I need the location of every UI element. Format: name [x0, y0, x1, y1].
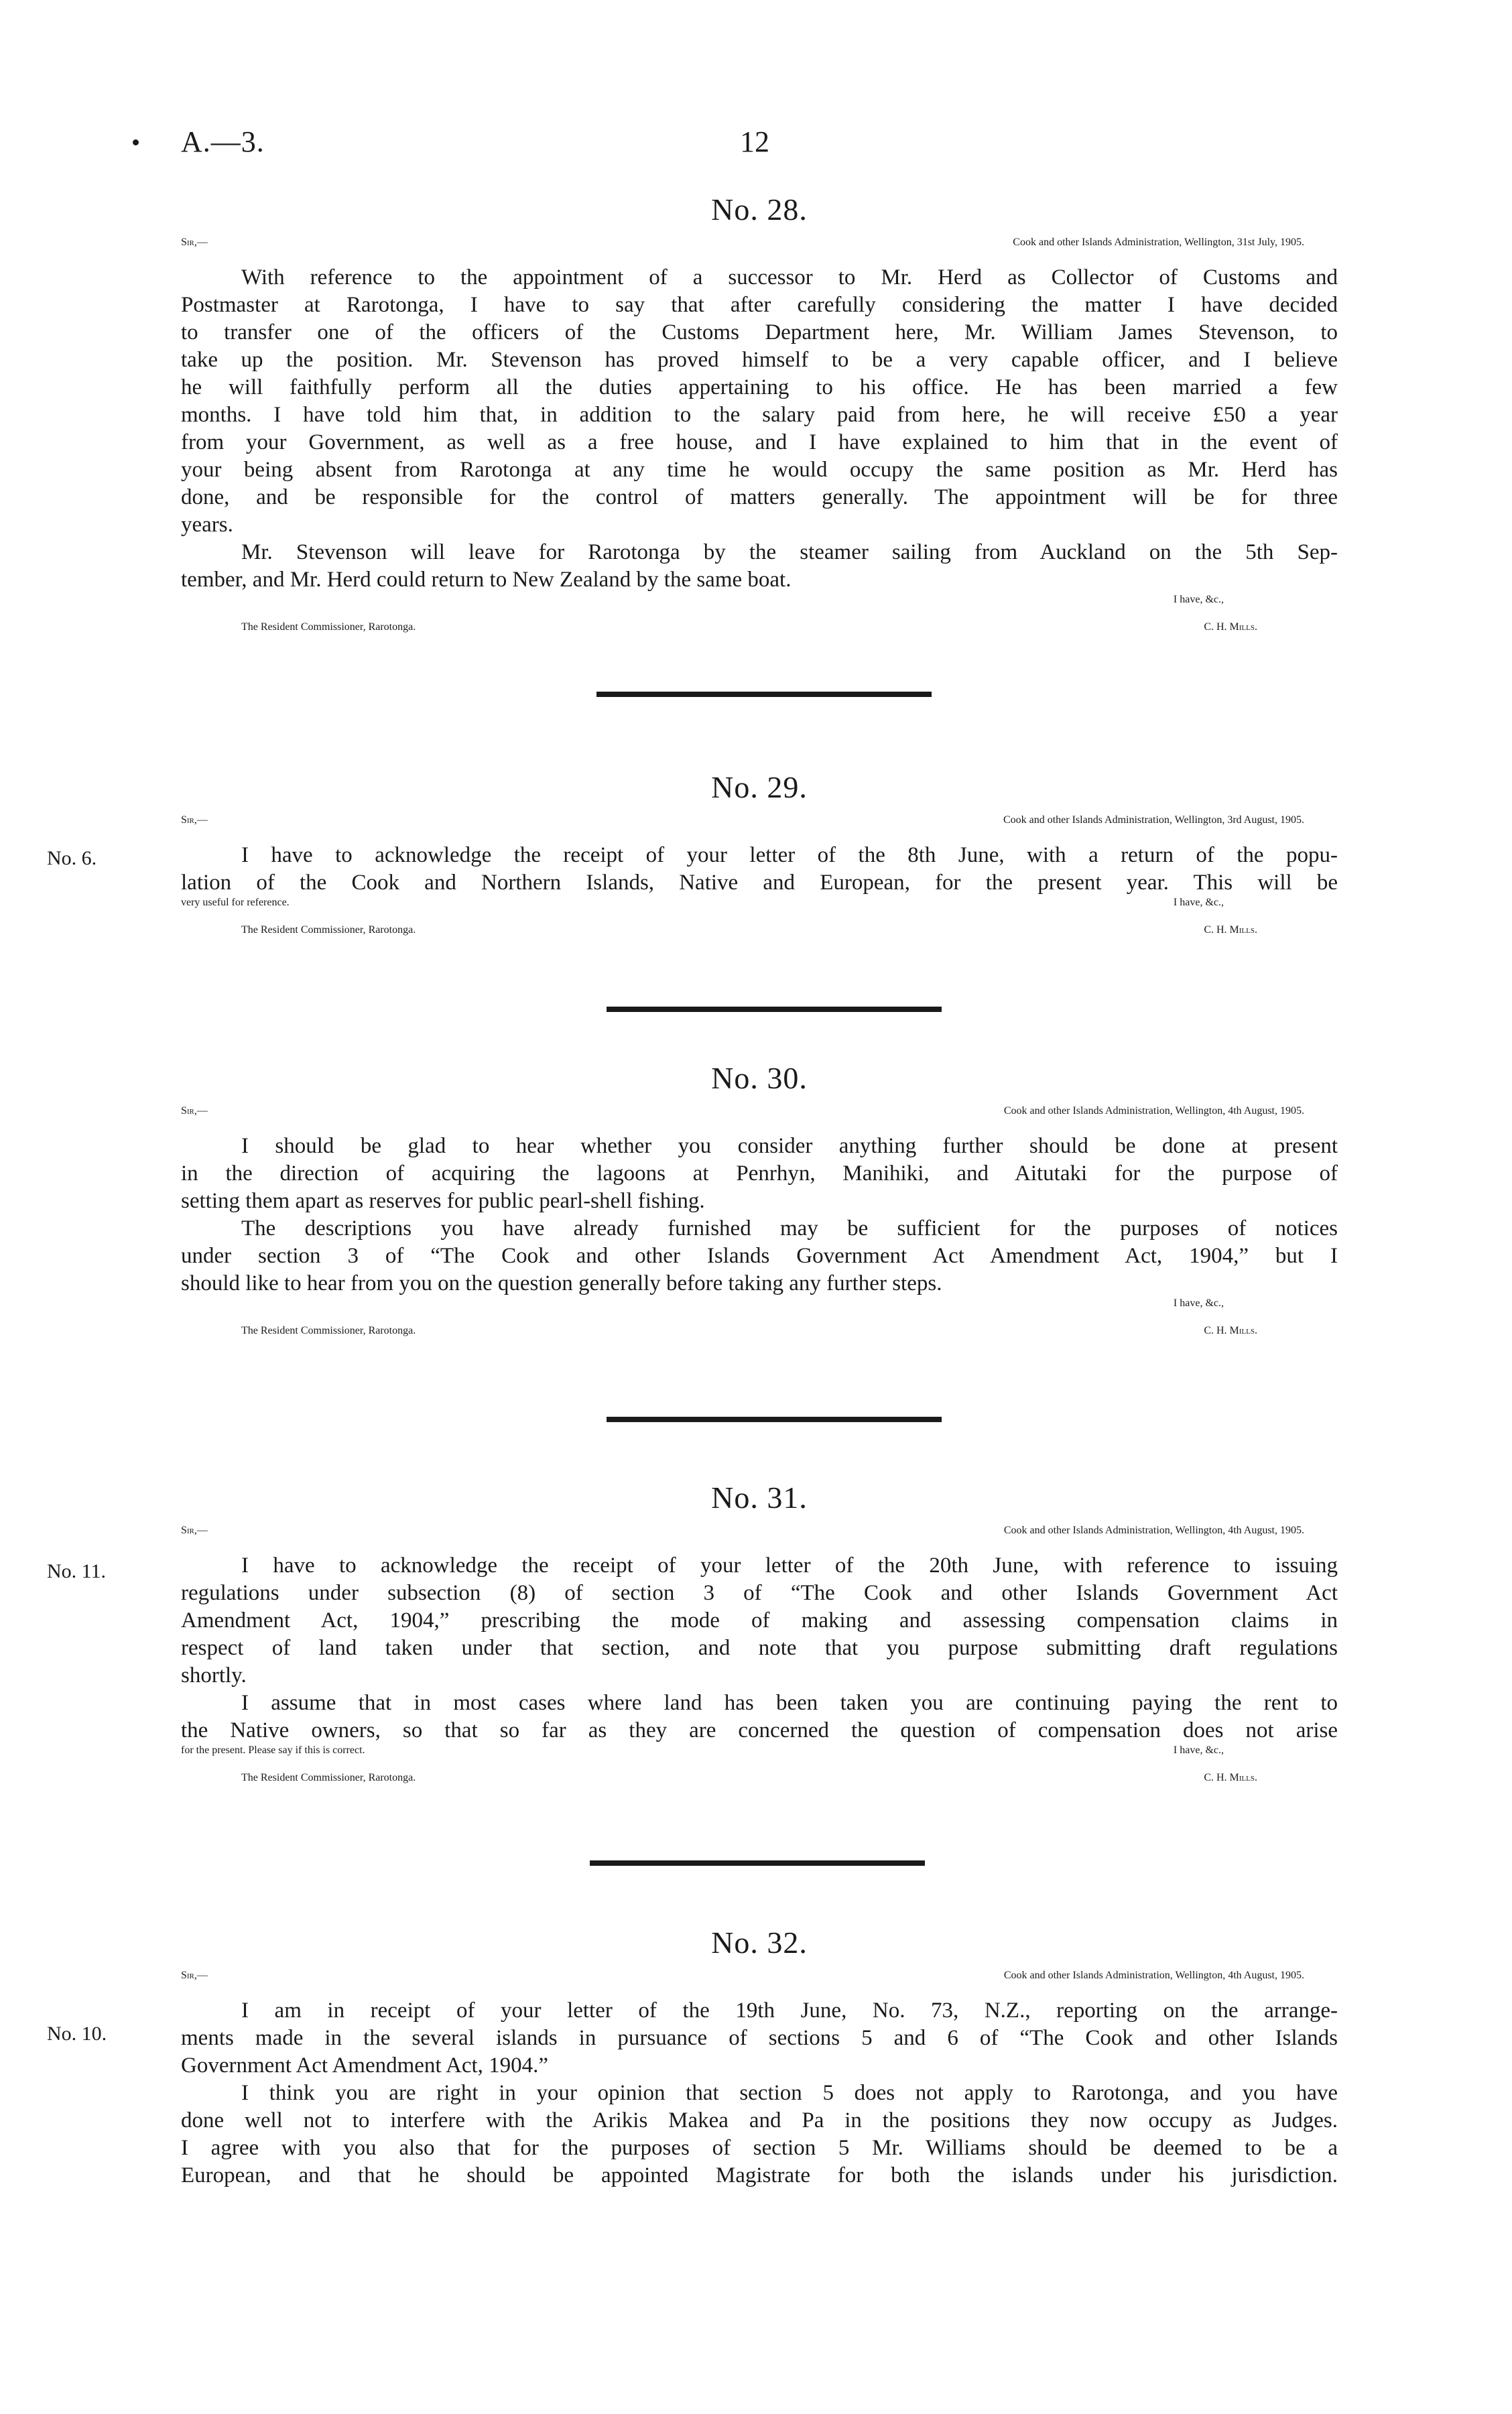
closing: I have, &c., [1173, 1744, 1224, 1756]
addressee: The Resident Commissioner, Rarotonga. [241, 924, 416, 936]
closing: I have, &c., [1173, 897, 1224, 908]
body-line: lation of the Cook and Northern Islands, Native and European, for the present year. This will be [181, 871, 1338, 895]
salutation: Sir,— [181, 1105, 208, 1117]
letter-number: No. 32. [711, 1925, 808, 1960]
body-line: Government Act Amendment Act, 1904.” [181, 2053, 549, 2078]
body-line: I agree with you also that for the purposes of section 5 Mr. Williams should be deemed to be a [181, 2136, 1338, 2160]
body-line: I have to acknowledge the receipt of your letter of the 20th June, with reference to issuing [241, 1553, 1338, 1578]
body-line: The descriptions you have already furnished may be sufficient for the purposes of notices [241, 1216, 1338, 1241]
letter-no-28 [181, 192, 1338, 649]
page-number: 12 [740, 125, 769, 158]
margin-reference: No. 6. [47, 847, 97, 869]
body-line: shortly. [181, 1663, 247, 1688]
body-line: very useful for reference. [181, 897, 290, 908]
body-line: With reference to the appointment of a successor to Mr. Herd as Collector of Customs and [241, 265, 1338, 290]
letter-address: Cook and other Islands Administration, Wellington, 3rd August, 1905. [1003, 814, 1304, 826]
letter-address: Cook and other Islands Administration, Wellington, 31st July, 1905. [1013, 237, 1304, 248]
body-line: I have to acknowledge the receipt of your letter of the 8th June, with a return of the popu- [241, 843, 1338, 867]
section-divider [590, 1860, 925, 1866]
signature: C. H. Mills. [1204, 621, 1257, 633]
body-line: I think you are right in your opinion that section 5 does not apply to Rarotonga, and you have [241, 2081, 1338, 2105]
letter-no-31 [181, 1480, 1338, 1799]
closing: I have, &c., [1173, 1297, 1224, 1309]
body-line: under section 3 of “The Cook and other Islands Government Act Amendment Act, 1904,” but I [181, 1244, 1338, 1268]
body-line: done well not to interfere with the Arikis Makea and Pa in the positions they now occupy as Judges. [181, 2108, 1338, 2133]
body-line: should like to hear from you on the question generally before taking any further steps. [181, 1271, 942, 1295]
body-line: the Native owners, so that so far as they are concerned the question of compensation does not arise [181, 1718, 1338, 1742]
body-line: tember, and Mr. Herd could return to New Zealand by the same boat. [181, 568, 792, 592]
letter-address: Cook and other Islands Administration, Wellington, 4th August, 1905. [1003, 1970, 1304, 1981]
body-line: from your Government, as well as a free house, and I have explained to him that in the event of [181, 430, 1338, 454]
body-line: I assume that in most cases where land has been taken you are continuing paying the rent to [241, 1691, 1338, 1715]
salutation: Sir,— [181, 1525, 208, 1536]
page-reference: A.—3. [181, 125, 265, 158]
letter-address: Cook and other Islands Administration, Wellington, 4th August, 1905. [1003, 1105, 1304, 1117]
body-line: your being absent from Rarotonga at any time he would occupy the same position as Mr. Herd has [181, 458, 1338, 482]
section-divider [607, 1417, 942, 1422]
letter-number: No. 30. [711, 1061, 808, 1095]
body-line: respect of land taken under that section, and note that you purpose submitting draft regulations [181, 1636, 1338, 1660]
body-line: years. [181, 513, 233, 537]
body-line: Postmaster at Rarotonga, I have to say that after carefully considering the matter I have decided [181, 293, 1338, 317]
body-line: I should be glad to hear whether you consider anything further should be done at present [241, 1134, 1338, 1158]
addressee: The Resident Commissioner, Rarotonga. [241, 1772, 416, 1783]
salutation: Sir,— [181, 1970, 208, 1981]
body-line: Amendment Act, 1904,” prescribing the mode of making and assessing compensation claims in [181, 1608, 1338, 1633]
letter-no-32 [181, 1925, 1338, 2189]
letter-number: No. 28. [711, 192, 808, 227]
body-line: to transfer one of the officers of the Customs Department here, Mr. William James Stevenson, to [181, 320, 1338, 344]
section-divider [607, 1007, 942, 1012]
addressee: The Resident Commissioner, Rarotonga. [241, 621, 416, 633]
margin-reference: No. 10. [47, 2023, 107, 2045]
body-line: setting them apart as reserves for public pearl-shell fishing. [181, 1189, 705, 1213]
margin-reference: No. 11. [47, 1560, 107, 1582]
body-line: in the direction of acquiring the lagoons at Penrhyn, Manihiki, and Aitutaki for the purpose of [181, 1161, 1338, 1186]
body-line: I am in receipt of your letter of the 19th June, No. 73, N.Z., reporting on the arrange- [241, 1998, 1338, 2023]
bullet-mark [133, 139, 139, 145]
body-line: European, and that he should be appointed Magistrate for both the islands under his jurisdiction. [181, 2163, 1338, 2187]
letter-address: Cook and other Islands Administration, Wellington, 4th August, 1905. [1003, 1525, 1304, 1536]
body-line: he will faithfully perform all the duties appertaining to his office. He has been married a few [181, 375, 1338, 399]
body-line: ments made in the several islands in pursuance of sections 5 and 6 of “The Cook and other Islands [181, 2026, 1338, 2050]
signature: C. H. Mills. [1204, 1325, 1257, 1336]
body-line: take up the position. Mr. Stevenson has proved himself to be a very capable officer, and I believe [181, 348, 1338, 372]
addressee: The Resident Commissioner, Rarotonga. [241, 1325, 416, 1336]
salutation: Sir,— [181, 237, 208, 248]
signature: C. H. Mills. [1204, 924, 1257, 936]
body-line: months. I have told him that, in addition to the salary paid from here, he will receive £50 a year [181, 403, 1338, 427]
salutation: Sir,— [181, 814, 208, 826]
letter-no-29 [181, 769, 1338, 952]
body-line: regulations under subsection (8) of section 3 of “The Cook and other Islands Government Act [181, 1581, 1338, 1605]
body-line: done, and be responsible for the control of matters generally. The appointment will be for three [181, 485, 1338, 509]
closing: I have, &c., [1173, 594, 1224, 605]
signature: C. H. Mills. [1204, 1772, 1257, 1783]
section-divider [596, 692, 932, 697]
letter-number: No. 29. [711, 770, 808, 804]
body-line: Mr. Stevenson will leave for Rarotonga by the steamer sailing from Auckland on the 5th Sep- [241, 540, 1338, 564]
letter-number: No. 31. [711, 1480, 808, 1515]
letter-no-30 [181, 1060, 1338, 1352]
body-line: for the present. Please say if this is correct. [181, 1744, 365, 1756]
